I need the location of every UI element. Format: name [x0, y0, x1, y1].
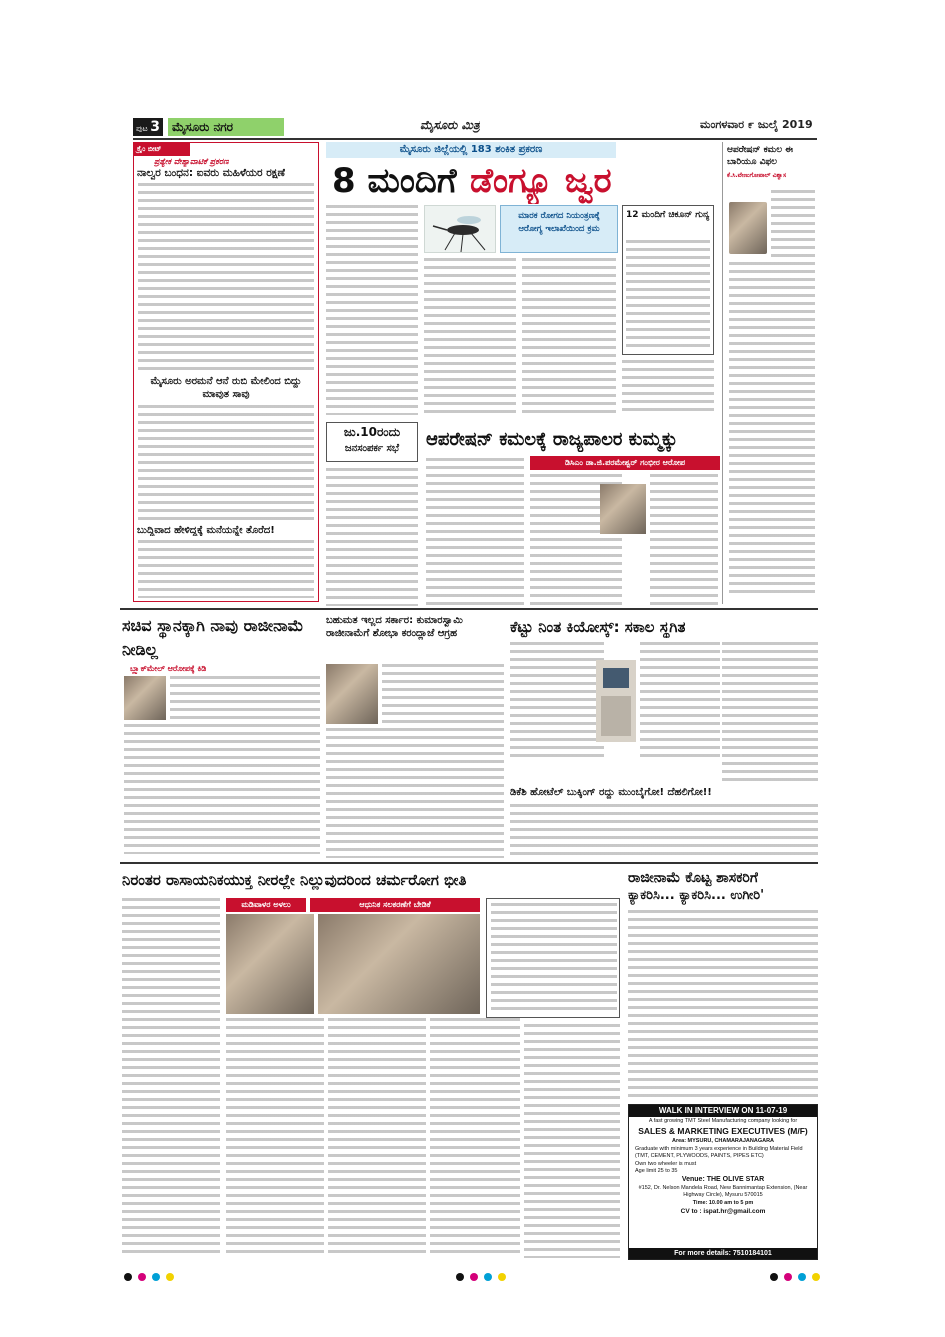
ad-line-5: Graduate with minimum 3 years experience in Building Material Field (TMT, CEMENT, PLYWOODS, PAINTS, PIPES ETC): [635, 1146, 803, 1159]
masthead: ಮೈಸೂರು ಮಿತ್ರ: [420, 118, 480, 132]
kiosk-headline: ಕೆಟ್ಟು ನಿಂತ ಕಿಯೋಸ್ಕ್: ಸಕಾಲ ಸ್ಥಗಿತ: [510, 618, 686, 636]
venugopal-photo: [729, 202, 767, 254]
governor-headline: ಆಪರೇಷನ್ ಕಮಲಕ್ಕೆ ರಾಜ್ಯಪಾಲರ ಕುಮ್ಮಕ್ಕು: [426, 429, 678, 450]
ad-line-4: Area: MYSURU, CHAMARAJANAGARA: [671, 1138, 775, 1144]
ad-line-10: Time: 10.00 am to 5 pm: [692, 1200, 754, 1206]
lead-body-col2: [424, 258, 516, 415]
resign-body: [628, 910, 818, 1100]
minister-headline: ಸಚಿವ ಸ್ಥಾನಕ್ಕಾಗಿ ನಾವು ರಾಜೀನಾಮೆ ನೀಡಿಲ್ಲ: [122, 616, 304, 659]
lead-headline-a: 8 ಮಂದಿಗೆ: [332, 161, 457, 201]
kamala-byline: ಕೆ.ಸಿ.ವೇಣುಗೋಪಾಲ್ ವಿಶ್ವಾಸ: [727, 172, 787, 179]
mosquito-image: [424, 205, 496, 253]
minister-subhead: ಬ್ಲ್ಯಾಕ್‌ಮೇಲ್ ಆರೋಪಕ್ಕೆ ಕಿಡಿ: [130, 664, 207, 673]
ad-line-7: Age limit 25 to 35: [635, 1168, 678, 1174]
ad-line-2: A fast growing TMT Steel Manufacturing company looking for: [648, 1118, 798, 1124]
skin-body-5: [524, 1024, 620, 1258]
issue-date: ಮಂಗಳವಾರ ೯ ಜುಲೈ 2019: [700, 118, 813, 131]
jana-box: [326, 422, 418, 462]
chikungunya-title: 12 ಮಂದಿಗೆ ಚಿಕೂನ್ ಗುನ್ಯ: [626, 210, 710, 220]
crime-headline-3: ಬುದ್ಧಿವಾದ ಹೇಳಿದ್ದಕ್ಕೆ ಮನೆಯನ್ನೇ ತೊರೆದ!: [137, 525, 275, 536]
registration-dots-right: [770, 1266, 826, 1285]
minister-body-a: [170, 676, 320, 720]
ad-line-11: CV to : ispat.hr@gmail.com: [680, 1208, 766, 1215]
crime-beat-headline: ನಾಲ್ವರ ಬಂಧನ: ಐವರು ಮಹಿಳೆಯರ ರಕ್ಷಣೆ: [137, 167, 286, 179]
section-title: ಮೈಸೂರು ನಗರ: [168, 118, 284, 136]
ad-line-9: #152, Dr. Nelson Mandela Road, New Bannimantap Extension, (Near Highway Circle), Mysuru 570015: [638, 1185, 808, 1198]
crime-body-2: [138, 405, 314, 523]
registration-dots-center: [456, 1266, 512, 1285]
mid-rule: [120, 608, 818, 610]
karandlaje-photo: [326, 664, 378, 724]
page-number-label: ಪುಟ: [136, 124, 148, 133]
resign-headline-1: ರಾಜೀನಾಮೆ ಕೊಟ್ಟ ಶಾಸಕರಿಗೆ: [628, 870, 758, 886]
ad-line-1: WALK IN INTERVIEW ON 11-07-19: [629, 1105, 817, 1117]
dk-headline: ಡಿಕೆಶಿ ಹೋಟೆಲ್ ಬುಕ್ಕಿಂಗ್ ರದ್ದು ಮುಂಬೈಗೋ! ದೆಹಲಿಗೋ!!: [510, 787, 712, 798]
skin-tag-1: ಮಡಿವಾಳರ ಅಳಲು: [226, 898, 306, 912]
kamala-body-b: [729, 262, 815, 598]
washerman-photo-2: [318, 914, 480, 1014]
crime-beat-box: [133, 142, 319, 602]
skin-quote-box: [486, 898, 620, 1018]
chikungunya-box: [622, 205, 714, 355]
skin-tag-2: ಆಧುನಿಕ ಸಲಕರಣೆಗೆ ಬೇಡಿಕೆ: [310, 898, 480, 912]
skin-body-3: [328, 1018, 426, 1258]
jana-line2: ಜನಸಂಪರ್ಕ ಸಭೆ: [344, 443, 400, 454]
dk-body: [510, 804, 818, 858]
governor-body-3: [650, 474, 718, 606]
page-number-tag: [133, 118, 163, 136]
kiosk-body-c: [722, 642, 818, 782]
crime-beat-subhead: ಪ್ರತ್ಯೇಕ ವೇಶ್ಯಾವಾಟಿಕೆ ಪ್ರಕರಣ: [154, 157, 229, 166]
jana-body: [326, 468, 418, 606]
parameshwar-photo: [600, 484, 646, 534]
ad-line-8: Venue: THE OLIVE STAR: [681, 1176, 765, 1183]
lead-subhead-box: [500, 205, 618, 253]
skin-body-4: [430, 1018, 520, 1258]
washerman-photo-1: [226, 914, 314, 1014]
kiosk-photo: [596, 660, 636, 742]
lead-headline-b: ಡೆಂಗ್ಯೂ ಜ್ವರ: [470, 161, 612, 201]
resign-headline-2: ಕ್ಯಾಕರಿಸಿ... ಕ್ಯಾಕರಿಸಿ... ಉಗೀರಿ': [628, 888, 765, 903]
lead-body-col3: [522, 258, 616, 415]
page-number: 3: [150, 119, 161, 135]
kiosk-body-b: [640, 642, 720, 762]
skin-quote: [491, 903, 617, 1013]
crime-beat-tag: ಕ್ರೈಂ ಬೀಟ್: [134, 143, 190, 156]
karandlaje-body-a: [382, 664, 504, 724]
kamala-title: ಆಪರೇಷನ್ ಕಮಲ ಈ ಬಾರಿಯೂ ವಿಫಲ: [727, 145, 793, 167]
ad-line-12: For more details: 7510184101: [629, 1248, 817, 1259]
governor-body-1: [426, 458, 524, 606]
lead-body-col1: [326, 205, 418, 415]
lead-body-col4: [622, 360, 714, 415]
minister-photo: [124, 676, 166, 720]
ad-line-6: Own two wheeler is must: [635, 1161, 697, 1167]
lower-rule: [120, 862, 818, 864]
karandlaje-headline: ಬಹುಮತ ಇಲ್ಲದ ಸರ್ಕಾರ: ಕುಮಾರಸ್ವಾಮಿ ರಾಜೀನಾಮೆಗೆ ಶೋಭಾ ಕರಂದ್ಲಾಜೆ ಆಗ್ರಹ: [326, 615, 463, 639]
jana-line1: ಜು.10ರಂದು: [343, 425, 401, 439]
skin-body-1: [122, 898, 220, 1258]
registration-dots-left: [124, 1266, 180, 1285]
job-advertisement: [628, 1104, 818, 1260]
kiosk-body-a: [510, 642, 604, 762]
lead-kicker: ಮೈಸೂರು ಜಿಲ್ಲೆಯಲ್ಲಿ 183 ಶಂಕಿತ ಪ್ರಕರಣ: [326, 142, 616, 158]
ad-line-3: SALES & MARKETING EXECUTIVES (M/F): [638, 1126, 808, 1136]
header-rule: [133, 138, 817, 140]
crime-body-1: [138, 183, 314, 373]
lead-subhead: ಮಾರಕ ರೋಗದ ನಿಯಂತ್ರಣಕ್ಕೆ ಆರೋಗ್ಯ ಇಲಾಖೆಯಿಂದ ಕ್ರಮ: [518, 211, 600, 234]
chikungunya-body: [626, 240, 710, 350]
kamala-sidebar: [722, 142, 818, 604]
minister-body-b: [124, 724, 320, 854]
kamala-body-a: [771, 190, 815, 258]
crime-headline-2: ಮೈಸೂರು ಅರಮನೆ ಆನೆ ರುಬಿ ಮೇಲಿಂದ ಬಿದ್ದು ಮಾವುತ ಸಾವು: [150, 376, 302, 400]
skin-headline: ನಿರಂತರ ರಾಸಾಯನಿಕಯುಕ್ತ ನೀರಲ್ಲೇ ನಿಲ್ಲುವುದರಿಂದ ಚರ್ಮರೋಗ ಭೀತಿ: [122, 871, 467, 889]
crime-body-3: [138, 540, 314, 598]
governor-subhead: ಡಿಸಿಎಂ ಡಾ.ಜಿ.ಪರಮೇಶ್ವರ್ ಗಂಭೀರ ಆರೋಪ: [530, 456, 720, 470]
karandlaje-body-b: [326, 728, 504, 858]
skin-body-2: [226, 1018, 324, 1258]
